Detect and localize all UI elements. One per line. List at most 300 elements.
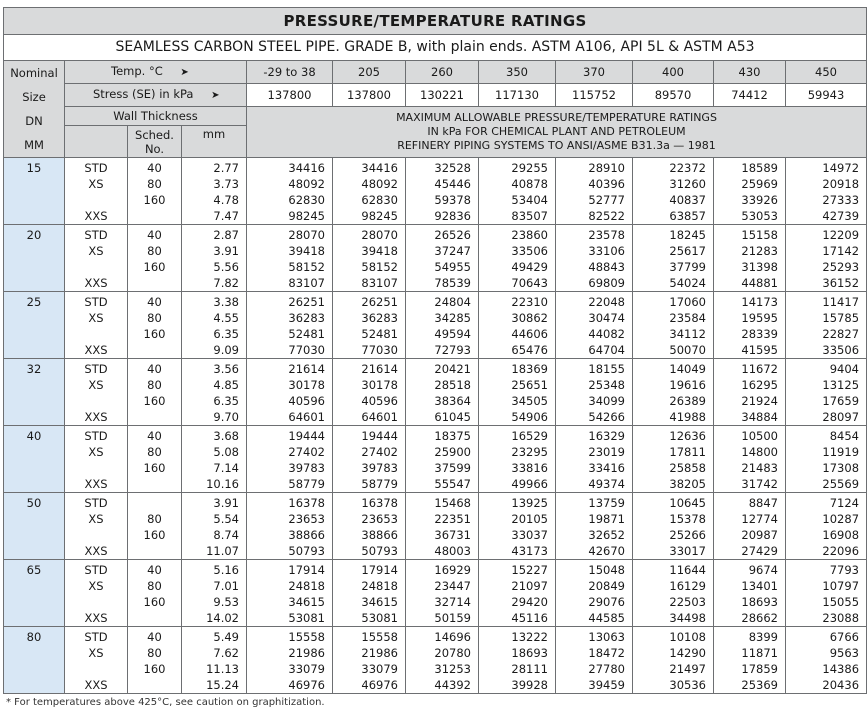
pressure-cell-value: 17914: [288, 563, 325, 577]
table-row: [4, 627, 867, 694]
pressure-cell: [333, 292, 406, 359]
pressure-cell: [406, 225, 479, 292]
pressure-cell: [786, 158, 867, 225]
pressure-cell-value: 34884: [741, 410, 778, 424]
class-cell-value: XS: [88, 646, 104, 660]
pressure-cell-value: 25969: [741, 177, 778, 191]
pressure-cell-value: 78539: [434, 276, 471, 290]
pressure-cell: [333, 560, 406, 627]
table-row: [4, 426, 867, 493]
pressure-cell-value: 42670: [588, 544, 625, 558]
pressure-cell-value: 58152: [361, 260, 398, 274]
class-cell-value: [65, 460, 127, 476]
temp-label-cell: [65, 61, 247, 84]
wall-cell-value: 3.38: [213, 295, 239, 309]
temp-4: 370: [556, 61, 633, 84]
pressure-cell-value: 8454: [829, 429, 860, 443]
pressure-cell-value: 28662: [741, 611, 778, 625]
class-cell-value: XS: [88, 445, 104, 459]
pressure-cell-value: 36283: [361, 311, 398, 325]
pressure-cell-value: 20849: [588, 579, 625, 593]
pressure-cell-value: 41595: [741, 343, 778, 357]
pressure-cell-value: 14800: [741, 445, 778, 459]
pressure-cell-value: 13125: [822, 378, 860, 392]
pressure-cell-value: 11644: [669, 563, 706, 577]
sched-cell: [128, 426, 182, 493]
pressure-cell-value: 16378: [361, 496, 398, 510]
pressure-cell-value: 22372: [669, 161, 706, 175]
sched-cell-value: 80: [147, 244, 162, 258]
size-cell: [4, 292, 65, 359]
class-cell-value: XS: [88, 244, 104, 258]
pressure-cell-value: 21614: [361, 362, 398, 376]
pressure-cell-value: 32714: [434, 595, 471, 609]
pressure-cell-value: 52481: [288, 327, 325, 341]
pressure-cell-value: 28910: [588, 161, 625, 175]
class-cell-value: XXS: [84, 410, 108, 424]
class-cell-value: [65, 661, 127, 677]
pressure-cell-value: 33079: [288, 662, 325, 676]
class-cell: [65, 493, 128, 560]
stress-label: Stress (SE) in kPa: [93, 87, 194, 101]
pressure-cell: [479, 493, 556, 560]
pressure-cell: [556, 627, 633, 694]
class-cell-value: STD: [84, 161, 108, 175]
sched-cell-value: [128, 208, 181, 224]
pressure-cell-value: 54266: [588, 410, 625, 424]
footnote: * For temperatures above 425°C, see caution on graphitization.: [6, 697, 325, 708]
pressure-cell: [556, 560, 633, 627]
pressure-cell-value: 29076: [588, 595, 625, 609]
pressure-cell-value: 31398: [741, 260, 778, 274]
pressure-cell: [786, 560, 867, 627]
class-cell-value: XXS: [84, 276, 108, 290]
pressure-cell: [479, 627, 556, 694]
pressure-cell-value: 64704: [588, 343, 625, 357]
pressure-cell: [556, 158, 633, 225]
pressure-cell-value: 24818: [288, 579, 325, 593]
class-cell-value: XS: [88, 378, 104, 392]
size-cell-value: 65: [26, 563, 42, 577]
sched-cell-value: [128, 610, 181, 626]
pressure-cell-value: 22096: [822, 544, 860, 558]
size-cell-value: 50: [26, 496, 42, 510]
pressure-cell-value: 30536: [669, 678, 706, 692]
pressure-cell-value: 98245: [361, 209, 398, 223]
size-cell-value: 20: [26, 228, 42, 242]
wall-cell-value: 7.82: [213, 276, 239, 290]
pressure-cell-value: 20105: [511, 512, 548, 526]
pressure-cell: [633, 627, 714, 694]
pressure-cell-value: 50070: [669, 343, 706, 357]
pressure-cell-value: 28070: [361, 228, 398, 242]
class-cell-value: XS: [88, 311, 104, 325]
pressure-cell-value: 14290: [669, 646, 706, 660]
pressure-cell-value: 13925: [511, 496, 548, 510]
pressure-cell-value: 21097: [511, 579, 548, 593]
pressure-cell-value: 39418: [288, 244, 325, 258]
pressure-cell-value: 53081: [361, 611, 398, 625]
pressure-cell-value: 13759: [588, 496, 625, 510]
wall-cell-value: 5.54: [213, 512, 239, 526]
pressure-cell: [714, 359, 786, 426]
pressure-cell-value: 33079: [361, 662, 398, 676]
wall-cell-value: 2.87: [213, 228, 239, 242]
pressure-cell-value: 39459: [588, 678, 625, 692]
pressure-cell-value: 43173: [511, 544, 548, 558]
wall-cell-value: 11.13: [206, 662, 239, 676]
pressure-cell-value: 21924: [741, 394, 778, 408]
pressure-cell-value: 33506: [511, 244, 548, 258]
pressure-cell-value: 9404: [829, 362, 860, 376]
pressure-cell-value: 18472: [588, 646, 625, 660]
pressure-cell-value: 40596: [361, 394, 398, 408]
pressure-cell: [633, 493, 714, 560]
nominal-header-line: Size: [22, 90, 46, 104]
stress-7: 59943: [786, 84, 867, 107]
wall-cell-value: 14.02: [206, 611, 239, 625]
pressure-cell-value: 19444: [288, 429, 325, 443]
size-cell: [4, 627, 65, 694]
class-cell: [65, 158, 128, 225]
pressure-cell-value: 48092: [361, 177, 398, 191]
pressure-cell-value: 25293: [822, 260, 860, 274]
pressure-cell-value: 14386: [822, 662, 860, 676]
pressure-cell: [633, 225, 714, 292]
pressure-cell-value: 45116: [511, 611, 548, 625]
pressure-cell-value: 49966: [511, 477, 548, 491]
pressure-cell: [247, 292, 333, 359]
pressure-cell-value: 38364: [434, 394, 471, 408]
pressure-cell: [786, 292, 867, 359]
class-cell-value: XS: [88, 177, 104, 191]
pressure-cell-value: 11672: [741, 362, 778, 376]
class-cell-value: XXS: [84, 209, 108, 223]
pressure-cell: [714, 560, 786, 627]
pressure-cell-value: 15227: [511, 563, 548, 577]
pressure-cell-value: 20780: [434, 646, 471, 660]
pressure-cell-value: 34615: [361, 595, 398, 609]
wall-cell-value: 15.24: [206, 678, 239, 692]
ratings-table: [3, 7, 867, 694]
class-cell-value: XXS: [84, 678, 108, 692]
pressure-cell: [333, 627, 406, 694]
temp-0: -29 to 38: [247, 61, 333, 84]
size-cell-value: 15: [26, 161, 42, 175]
sched-cell-value: [128, 677, 181, 693]
sched-cell-value: 80: [147, 311, 162, 325]
pressure-cell-value: 26526: [434, 228, 471, 242]
pressure-cell: [406, 426, 479, 493]
pressure-cell-value: 22827: [822, 327, 860, 341]
wall-cell-value: 4.78: [213, 193, 239, 207]
pressure-cell: [786, 493, 867, 560]
pressure-cell-value: 34416: [361, 161, 398, 175]
nominal-header-line: MM: [24, 138, 44, 152]
class-cell-value: XXS: [84, 477, 108, 491]
pressure-cell-value: 77030: [361, 343, 398, 357]
size-cell: [4, 359, 65, 426]
pressure-cell-value: 18375: [434, 429, 471, 443]
pressure-cell-value: 28070: [288, 228, 325, 242]
pressure-cell-value: 10500: [741, 429, 778, 443]
wall-cell-value: 10.16: [206, 477, 239, 491]
pressure-cell: [786, 426, 867, 493]
pressure-cell-value: 25651: [511, 378, 548, 392]
pressure-cell-value: 22048: [588, 295, 625, 309]
pressure-cell-value: 23860: [511, 228, 548, 242]
pressure-cell-value: 14972: [822, 161, 860, 175]
pressure-cell-value: 62830: [361, 193, 398, 207]
pressure-cell-value: 69809: [588, 276, 625, 290]
pressure-cell-value: 23088: [822, 611, 860, 625]
class-cell: [65, 627, 128, 694]
pressure-cell-value: 34416: [288, 161, 325, 175]
pressure-cell-value: 23653: [361, 512, 398, 526]
pressure-cell-value: 55547: [434, 477, 471, 491]
pressure-cell-value: 36152: [822, 276, 860, 290]
sched-cell-value: 160: [143, 528, 166, 542]
size-cell-value: 80: [26, 630, 42, 644]
pressure-cell-value: 21986: [288, 646, 325, 660]
pressure-cell: [714, 493, 786, 560]
pressure-cell: [479, 158, 556, 225]
pressure-cell-value: 18155: [588, 362, 625, 376]
class-cell-value: [65, 326, 127, 342]
pressure-cell-value: 15558: [288, 630, 325, 644]
wall-cell-value: 9.09: [213, 343, 239, 357]
wall-cell-value: 6.35: [213, 394, 239, 408]
pressure-cell-value: 39928: [511, 678, 548, 692]
pressure-cell: [633, 158, 714, 225]
pressure-cell-value: 17308: [822, 461, 860, 475]
pressure-cell-value: 19616: [669, 378, 706, 392]
pressure-cell-value: 49374: [588, 477, 625, 491]
size-cell-value: 25: [26, 295, 42, 309]
table-subtitle: SEAMLESS CARBON STEEL PIPE. GRADE B, with plain ends. ASTM A106, API 5L & ASTM A53: [4, 35, 867, 61]
class-cell: [65, 225, 128, 292]
pressure-cell: [247, 560, 333, 627]
pressure-cell-value: 44392: [434, 678, 471, 692]
pressure-cell-value: 26251: [288, 295, 325, 309]
pressure-cell-value: 30178: [288, 378, 325, 392]
pressure-cell-value: 50159: [434, 611, 471, 625]
pressure-cell-value: 39783: [361, 461, 398, 475]
pressure-cell-value: 83507: [511, 209, 548, 223]
pressure-cell: [633, 359, 714, 426]
pressure-cell-value: 12209: [822, 228, 860, 242]
pressure-cell-value: 10797: [822, 579, 860, 593]
pressure-cell-value: 23295: [511, 445, 548, 459]
sched-cell-value: 160: [143, 193, 166, 207]
pressure-cell-value: 27780: [588, 662, 625, 676]
sched-cell-value: 80: [147, 445, 162, 459]
pressure-cell-value: 13063: [588, 630, 625, 644]
pressure-cell-value: 16295: [741, 378, 778, 392]
pressure-cell-value: 37247: [434, 244, 471, 258]
wall-cell-value: 2.77: [213, 161, 239, 175]
pressure-cell-value: 34615: [288, 595, 325, 609]
pressure-cell-value: 33106: [588, 244, 625, 258]
pressure-cell: [406, 560, 479, 627]
sched-cell-value: 40: [147, 228, 162, 242]
pressure-cell-value: 54906: [511, 410, 548, 424]
pressure-cell-value: 19444: [361, 429, 398, 443]
pressure-cell-value: 83107: [361, 276, 398, 290]
pressure-cell-value: 21283: [741, 244, 778, 258]
class-cell-value: [65, 527, 127, 543]
pressure-cell-value: 28111: [511, 662, 548, 676]
pressure-cell-value: 29255: [511, 161, 548, 175]
wall-cell-value: 3.56: [213, 362, 239, 376]
wall-cell-value: 5.08: [213, 445, 239, 459]
pressure-cell: [479, 225, 556, 292]
pressure-cell-value: 15048: [588, 563, 625, 577]
pressure-cell-value: 62830: [288, 193, 325, 207]
pressure-cell: [633, 560, 714, 627]
pressure-cell-value: 40596: [288, 394, 325, 408]
class-cell-value: XXS: [84, 343, 108, 357]
pressure-cell-value: 8847: [748, 496, 778, 510]
pressure-cell-value: 27429: [741, 544, 778, 558]
pressure-cell-value: 14173: [741, 295, 778, 309]
wall-cell: [182, 426, 247, 493]
note-line: MAXIMUM ALLOWABLE PRESSURE/TEMPERATURE RATINGS: [396, 111, 717, 124]
pressure-cell-value: 31742: [741, 477, 778, 491]
pressure-cell-value: 12774: [741, 512, 778, 526]
ratings-note: [247, 107, 867, 158]
pressure-cell: [247, 359, 333, 426]
class-cell-value: XXS: [84, 544, 108, 558]
wall-cell-value: 5.56: [213, 260, 239, 274]
temp-1: 205: [333, 61, 406, 84]
sched-header: [128, 126, 182, 158]
pressure-cell-value: 23578: [588, 228, 625, 242]
pressure-cell-value: 16529: [511, 429, 548, 443]
pressure-cell-value: 42739: [822, 209, 860, 223]
sched-cell: [128, 359, 182, 426]
mm-header: mm: [182, 126, 247, 158]
pressure-cell-value: 48092: [288, 177, 325, 191]
pressure-cell-value: 20987: [741, 528, 778, 542]
pressure-cell-value: 53404: [511, 193, 548, 207]
size-cell: [4, 158, 65, 225]
pressure-cell-value: 15558: [361, 630, 398, 644]
pressure-cell: [406, 493, 479, 560]
sched-cell-value: 80: [147, 646, 162, 660]
class-cell-value: [65, 192, 127, 208]
wall-cell: [182, 225, 247, 292]
pressure-cell: [247, 493, 333, 560]
pressure-cell-value: 72793: [434, 343, 471, 357]
pressure-cell-value: 16129: [669, 579, 706, 593]
pressure-cell-value: 17659: [822, 394, 860, 408]
sched-cell: [128, 158, 182, 225]
pressure-cell: [247, 158, 333, 225]
pressure-cell-value: 17914: [361, 563, 398, 577]
pressure-cell: [556, 359, 633, 426]
wall-cell-value: 11.07: [206, 544, 239, 558]
pressure-cell-value: 18589: [741, 161, 778, 175]
pressure-cell-value: 44881: [741, 276, 778, 290]
pressure-cell-value: 70643: [511, 276, 548, 290]
stress-6: 74412: [714, 84, 786, 107]
sched-cell: [128, 560, 182, 627]
pressure-cell: [479, 292, 556, 359]
pressure-cell: [333, 426, 406, 493]
pressure-cell-value: 16929: [434, 563, 471, 577]
temp-6: 430: [714, 61, 786, 84]
class-header: [65, 126, 128, 158]
class-cell-value: [65, 393, 127, 409]
pressure-cell-value: 17142: [822, 244, 860, 258]
pressure-cell-value: 64601: [361, 410, 398, 424]
pressure-cell-value: 37599: [434, 461, 471, 475]
sched-cell-value: 40: [147, 362, 162, 376]
pressure-cell: [479, 560, 556, 627]
pressure-cell-value: 15785: [822, 311, 860, 325]
pressure-cell-value: 40396: [588, 177, 625, 191]
sched-cell: [128, 292, 182, 359]
pressure-cell-value: 25617: [669, 244, 706, 258]
pressure-cell-value: 22503: [669, 595, 706, 609]
pressure-cell-value: 13222: [511, 630, 548, 644]
sched-cell: [128, 627, 182, 694]
wall-cell: [182, 158, 247, 225]
class-cell: [65, 292, 128, 359]
pressure-cell-value: 20918: [822, 177, 860, 191]
sched-cell-value: 160: [143, 595, 166, 609]
pressure-cell-value: 26389: [669, 394, 706, 408]
sched-header-line: Sched.: [135, 127, 174, 142]
pressure-cell-value: 33506: [822, 343, 860, 357]
wall-cell-value: 5.49: [213, 630, 239, 644]
class-cell-value: STD: [84, 496, 108, 510]
pressure-cell-value: 26251: [361, 295, 398, 309]
pressure-cell-value: 33816: [511, 461, 548, 475]
wall-cell: [182, 493, 247, 560]
stress-5: 89570: [633, 84, 714, 107]
pressure-cell: [333, 225, 406, 292]
pressure-cell-value: 32528: [434, 161, 471, 175]
pressure-cell-value: 53053: [741, 209, 778, 223]
pressure-cell-value: 21483: [741, 461, 778, 475]
pressure-cell-value: 31260: [669, 177, 706, 191]
wall-cell-value: 7.62: [213, 646, 239, 660]
pressure-cell-value: 24804: [434, 295, 471, 309]
pressure-cell-value: 12636: [669, 429, 706, 443]
pressure-cell: [633, 292, 714, 359]
wall-cell: [182, 292, 247, 359]
pressure-cell-value: 14696: [434, 630, 471, 644]
pressure-cell-value: 18693: [511, 646, 548, 660]
sched-cell-value: 40: [147, 161, 162, 175]
pressure-cell-value: 48003: [434, 544, 471, 558]
pressure-cell-value: 25348: [588, 378, 625, 392]
temp-5: 400: [633, 61, 714, 84]
pressure-cell-value: 63857: [669, 209, 706, 223]
pressure-cell-value: 32652: [588, 528, 625, 542]
pressure-cell-value: 16329: [588, 429, 625, 443]
wall-cell-value: 7.14: [213, 461, 239, 475]
pressure-cell-value: 15378: [669, 512, 706, 526]
pressure-cell-value: 44606: [511, 327, 548, 341]
pressure-cell-value: 25858: [669, 461, 706, 475]
pressure-cell-value: 34285: [434, 311, 471, 325]
pressure-cell: [556, 292, 633, 359]
pressure-cell-value: 25900: [434, 445, 471, 459]
pressure-cell: [714, 292, 786, 359]
